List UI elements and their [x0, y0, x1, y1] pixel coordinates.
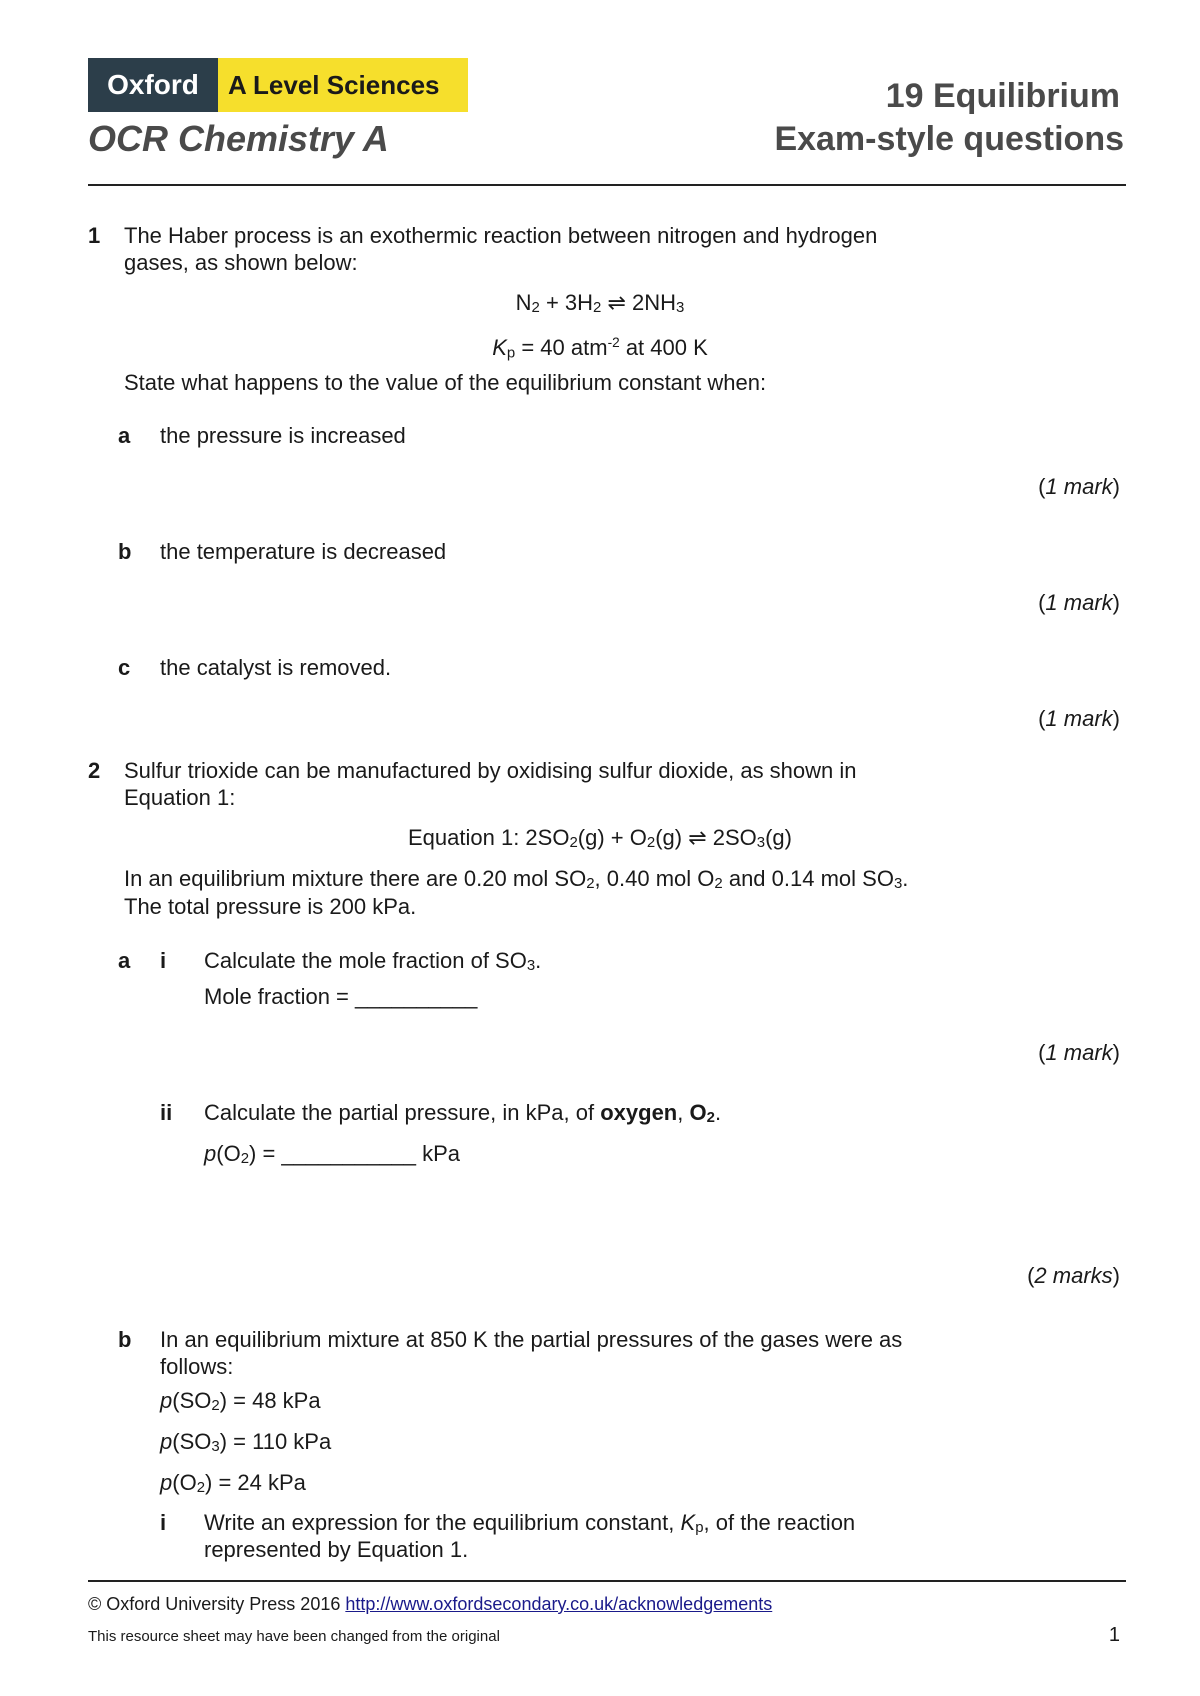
question-1-intro-line2: gases, as shown below:: [124, 250, 358, 275]
logo-series: A Level Sciences: [218, 58, 468, 112]
subpart-text-line2: represented by Equation 1.: [204, 1537, 469, 1562]
document-type: Exam-style questions: [774, 120, 1124, 158]
part-letter: b: [118, 1327, 132, 1352]
part-text: the temperature is decreased: [160, 539, 447, 564]
subpart-text-line1: Write an expression for the equilibrium constant, Kp, of the reaction: [204, 1510, 856, 1537]
question-2-intro-line1: Sulfur trioxide can be manufactured by oxidising sulfur dioxide, as shown in: [124, 758, 857, 783]
part-b-intro-line1: In an equilibrium mixture at 850 K the partial pressures of the gases were as: [160, 1327, 903, 1352]
partial-pressure-answer-line[interactable]: p(O2) = ___________ kPa: [204, 1141, 461, 1168]
question-1-intro-line1: The Haber process is an exothermic reaction between nitrogen and hydrogen: [124, 223, 878, 248]
mole-fraction-answer-line[interactable]: Mole fraction = __________: [204, 984, 478, 1009]
subpart-roman: ii: [160, 1100, 173, 1125]
marks-label: (1 mark): [1038, 706, 1120, 731]
kp-value: Kp = 40 atm$^{-2}$ at 400 K: [492, 335, 708, 362]
subpart-roman: i: [160, 948, 167, 973]
marks-label: (2 marks): [1027, 1263, 1120, 1288]
resource-note: This resource sheet may have been changed from the original: [88, 1628, 500, 1645]
marks-label: (1 mark): [1038, 1040, 1120, 1065]
acknowledgements-link[interactable]: http://www.oxfordsecondary.co.uk/acknowledgements: [345, 1594, 773, 1614]
part-letter: b: [118, 539, 132, 564]
page-number: 1: [1108, 1624, 1120, 1646]
subpart-roman: i: [160, 1510, 167, 1535]
partial-pressure-o2: p(O2) = 24 kPa: [160, 1470, 306, 1497]
header-divider: [88, 184, 1126, 186]
part-letter: a: [118, 423, 131, 448]
haber-equation: N2 + 3H2 ⇌ 2NH3: [515, 290, 685, 317]
subpart-text: Calculate the partial pressure, in kPa, of oxygen, O2.: [204, 1100, 722, 1127]
copyright-notice: © Oxford University Press 2016 http://www.oxfordsecondary.co.uk/acknowledgements: [88, 1594, 773, 1614]
part-text: the catalyst is removed.: [160, 655, 392, 680]
footer-divider: [88, 1580, 1126, 1582]
marks-label: (1 mark): [1038, 474, 1120, 499]
publisher-logo: [88, 58, 468, 112]
equation-1: Equation 1: 2SO2(g) + O2(g) ⇌ 2SO3(g): [408, 825, 792, 852]
part-letter: a: [118, 948, 131, 973]
part-text: the pressure is increased: [160, 423, 406, 448]
mixture-line2: The total pressure is 200 kPa.: [124, 894, 417, 919]
partial-pressure-so3: p(SO3) = 110 kPa: [160, 1429, 332, 1456]
question-1-prompt: State what happens to the value of the equilibrium constant when:: [124, 370, 767, 395]
question-2-number: 2: [88, 758, 101, 783]
marks-label: (1 mark): [1038, 590, 1120, 615]
question-2-intro-line2: Equation 1:: [124, 785, 236, 810]
mixture-line1: In an equilibrium mixture there are 0.20 mol SO2, 0.40 mol O2 and 0.14 mol SO3.: [124, 866, 909, 893]
part-b-intro-line2: follows:: [160, 1354, 234, 1379]
chapter-title: 19 Equilibrium: [885, 77, 1120, 115]
question-1-number: 1: [88, 223, 101, 248]
subpart-text: Calculate the mole fraction of SO3.: [204, 948, 542, 975]
part-letter: c: [118, 655, 131, 680]
partial-pressure-so2: p(SO2) = 48 kPa: [160, 1388, 321, 1415]
subject-title: OCR Chemistry A: [88, 118, 389, 159]
logo-oxford: Oxford: [88, 58, 218, 112]
